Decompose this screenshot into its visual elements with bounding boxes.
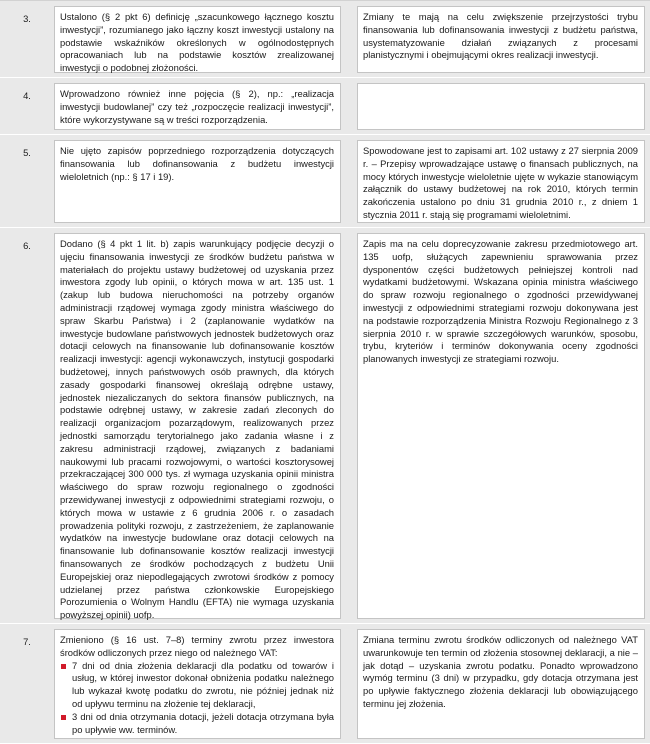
justification	[357, 629, 645, 739]
list-item: 7 dni od dnia złożenia deklaracji dla podatku od towarów i usług, w której inwestor dokonał obniżenia podatku należnego lub wykazał kwotę podatku do zwrotu, nie później jednak niż od upływu terminu na złożenie tej deklaracji,	[60, 660, 334, 711]
row-number: 6.	[23, 240, 31, 251]
change-description	[54, 629, 341, 739]
justification	[357, 233, 645, 619]
change-text: Dodano (§ 4 pkt 1 lit. b) zapis warunkujący podjęcie decyzji o ujęciu finansowania inwestycji ze środków budżetu państwa w materiałach do projektu ustawy budżetowej od uzyskania przez inwestora zgody lub opinii, o których mowa w art. 135 ust. 1 (zakup lub budowa nieruchomości na potrzeby organów administracji rządowej wymaga zgody ministra właściwego do spraw Skarbu Państwa) i 2 (zaplanowanie wydatków na inwestycje budowlane państwowych jednostek budżetowych oraz dotacji celowych na finansowanie lub dofinansowanie kosztów realizacji inwestycji: agencji wykonawczych, instytucji gospodarki budżetowej, innych państwowych osób prawnych, dla których zasady gospodarki finansowej określają odrębne ustawy, jednostek niezaliczanych do sektora finansów publicznych, na podstawie odrębnej ustawy, w zakresie zadań zleconych do realizacji organizacjom pozarządowym, realizowanych przez jednostki samorządu terytorialnego jako zadania własne i z zakresu administracji rządowej, związanych z badaniami naukowymi lub pracami rozwojowymi, o wartości kosztorysowej przekraczającej 300 000 tys. zł wymaga uzyskania opinii ministra właściwego do spraw rozwoju regionalnego o zgodności przewidywanej inwestycji z odpowiednimi strategiami rozwoju, o których mowa w ustawie z 6 grudnia 2006 r. o zasadach prowadzenia polityki rozwoju, z zastrzeżeniem, że zaplanowanie wydatków na inwestycje budowlane oraz dotacji celowych na finansowanie lub dofinansowanie kosztów realizacji inwestycji finansowanych ze środków pochodzących z budżetu Unii Europejskiej oraz niepodlegających zwrotowi środków z pomocy udzielanej przez państwa członkowskie Europejskiego Porozumienia o Wolnym Handlu (EFTA) nie wymaga uzyskania powyższej opinii) uofp.	[60, 238, 334, 621]
row-number: 4.	[23, 90, 31, 101]
change-description	[54, 233, 341, 619]
row-number: 5.	[23, 147, 31, 158]
list-item: 3 dni od dnia otrzymania dotacji, jeżeli dotacja otrzymana była po upływie ww. terminów.	[60, 711, 334, 737]
justification-text: Zmiany te mają na celu zwiększenie przejrzystości trybu finansowania lub dofinansowania inwestycji z budżetu państwa, usystematyzowanie działań związanych z procesami planistycznymi i obejmującymi okres realizacji inwestycji.	[363, 11, 638, 61]
change-text: Ustalono (§ 2 pkt 6) definicję „szacunkowego łącznego kosztu inwestycji”, rozumianego jako łączny koszt inwestycji ustalony na podstawie wskaźników określonych w ogólnodostępnych opracowaniach lub na podstawie kosztów zrealizowanej inwestycji o podobnej złożoności.	[60, 11, 334, 74]
justification-text: Zmiana terminu zwrotu środków odliczonych od należnego VAT uwarunkowuje ten termin od złożenia stosownej deklaracji, a nie – jak dotąd – uzyskania zwrotu podatku. Ponadto wprowadzono wymóg terminu (3 dni) w przypadku, gdy dotacja otrzymana jest po upływie faktycznego złożenia deklaracji lub obowiązującego terminu jej złożenia.	[363, 634, 638, 709]
change-description	[54, 140, 341, 223]
table-row	[0, 228, 650, 624]
change-text: Zmieniono (§ 16 ust. 7–8) terminy zwrotu przez inwestora środków odliczonych przez niego od należnego VAT:	[60, 634, 334, 658]
justification	[357, 140, 645, 223]
row-number: 3.	[23, 13, 31, 24]
row-number: 7.	[23, 636, 31, 647]
table-row	[0, 624, 650, 744]
justification-text: Spowodowane jest to zapisami art. 102 ustawy z 27 sierpnia 2009 r. – Przepisy wprowadzające ustawę o finansach publicznych, na mocy których inwestycje wieloletnie ujęte w wykazie stanowiącym załącznik do ustawy budżetowej na rok 2010, których termin zakończenia ustalono po dniu 31 grudnia 2010 r., z dniem 1 stycznia 2011 r. stają się programami wieloletnimi.	[363, 145, 638, 220]
justification-text: Zapis ma na celu doprecyzowanie zakresu przedmiotowego art. 135 uofp, służących zapewnieniu sprawowania przez dysponentów części budżetowych pełniejszej kontroli nad wydatkami budżetowymi. Wskazana opinia ministra właściwego do spraw rozwoju regionalnego o zgodności przewidywanej inwestycji z odpowiednimi strategiami rozwoju dokonywana jest na podstawie rozporządzenia Ministra Rozwoju Regionalnego z 3 sierpnia 2010 r. w sprawie szczegółowych warunków, sposobu, trybu, kryteriów i terminów dokonywania oceny zgodności planowanych inwestycji ze strategiami rozwoju.	[363, 238, 638, 365]
table-row	[0, 135, 650, 228]
bullet-list	[60, 660, 334, 737]
change-text: Wprowadzono również inne pojęcia (§ 2), np.: „realizacja inwestycji budowlanej” czy też „rozpoczęcie realizacji inwestycji”, które wykorzystywane są w treści rozporządzenia.	[60, 88, 334, 125]
justification	[357, 83, 645, 130]
change-description	[54, 83, 341, 130]
table-row	[0, 78, 650, 135]
change-description	[54, 6, 341, 73]
table-row	[0, 1, 650, 78]
justification	[357, 6, 645, 73]
change-text: Nie ujęto zapisów poprzedniego rozporządzenia dotyczących finansowania lub dofinansowania z budżetu inwestycji wieloletnich (np.: § 17 i 19).	[60, 145, 334, 182]
